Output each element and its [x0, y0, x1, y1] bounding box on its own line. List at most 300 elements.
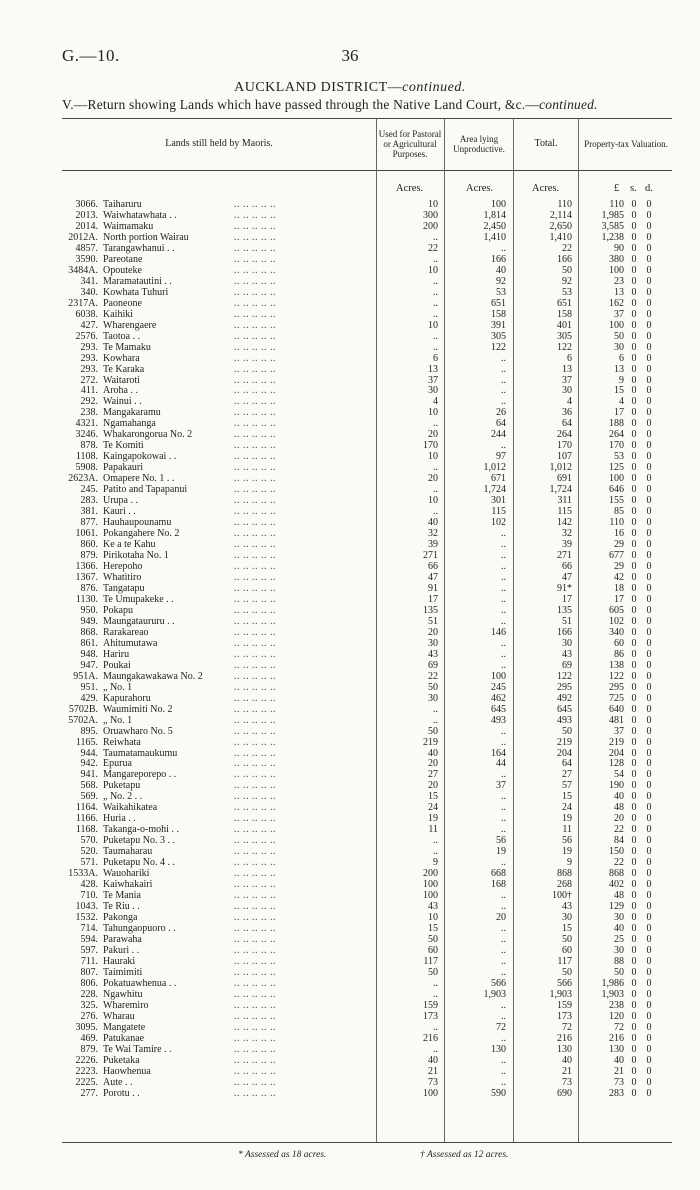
leader-dots: .. .. .. .. .. [234, 495, 276, 507]
valuation-pounds: 85 [614, 506, 624, 518]
valuation-pounds: 1,986 [601, 977, 624, 989]
leader-dots: .. .. .. .. .. [234, 703, 276, 715]
pastoral-acres: 91 [428, 582, 438, 594]
total-acres: 295 [557, 681, 572, 693]
leader-dots: .. .. .. .. .. [234, 253, 276, 265]
total-acres: 15 [562, 791, 572, 803]
valuation-shillings: 0 [631, 890, 637, 902]
pastoral-acres: 69 [428, 659, 438, 671]
valuation-shillings: 0 [631, 319, 637, 331]
unproductive-acres: 1,724 [483, 484, 506, 496]
land-name: Puketapu No. 3 . . [103, 835, 175, 847]
valuation-shillings: 0 [631, 396, 637, 408]
valuation-pounds: 1,238 [601, 231, 624, 243]
leader-dots: .. .. .. .. .. [234, 220, 276, 232]
table-row [0, 396, 700, 407]
valuation-pounds: 13 [614, 286, 624, 298]
valuation-shillings: 0 [631, 615, 637, 627]
total-acres: 19 [562, 813, 572, 825]
unproductive-acres: .. [501, 901, 506, 913]
total-acres: 1,012 [549, 462, 572, 474]
unproductive-acres: .. [501, 1076, 506, 1088]
valuation-shillings: 0 [631, 330, 637, 342]
page-number: 36 [341, 46, 359, 65]
pastoral-acres: .. [433, 846, 438, 858]
unproductive-acres: 671 [491, 473, 506, 485]
valuation-pence: 0 [646, 824, 652, 836]
valuation-pence: 0 [646, 550, 652, 562]
pastoral-acres: 216 [423, 1032, 438, 1044]
return-title-suffix: continued. [539, 97, 598, 112]
valuation-pounds: 138 [609, 659, 624, 671]
land-name: Waimamaku [103, 220, 154, 232]
table-row [0, 473, 700, 484]
valuation-shillings: 0 [631, 670, 637, 682]
land-number: 714. [80, 923, 98, 935]
unproductive-acres: .. [501, 571, 506, 583]
valuation-pence: 0 [646, 440, 652, 452]
total-acres: 72 [562, 1021, 572, 1033]
land-name: Te Mania [103, 890, 141, 902]
total-acres: 22 [562, 242, 572, 254]
land-name: Waumimiti No. 2 [103, 703, 173, 715]
valuation-pounds: 72 [614, 1021, 624, 1033]
land-name: Ngamahanga [103, 418, 156, 430]
pastoral-acres: 51 [428, 615, 438, 627]
leader-dots: .. .. .. .. .. [234, 725, 276, 737]
table-row [0, 890, 700, 901]
pastoral-acres: 4 [433, 396, 438, 408]
pastoral-acres: 32 [428, 528, 438, 540]
land-name: Maungakawakawa No. 2 [103, 670, 203, 682]
pastoral-acres: 15 [428, 791, 438, 803]
leader-dots: .. .. .. .. .. [234, 977, 276, 989]
valuation-shillings: 0 [631, 451, 637, 463]
land-name: Ke a te Kahu [103, 539, 156, 551]
land-name: North portion Wairau [103, 231, 189, 243]
valuation-pence: 0 [646, 890, 652, 902]
valuation-pence: 0 [646, 220, 652, 232]
unit-pound: £ [614, 183, 620, 194]
total-acres: 868 [557, 868, 572, 880]
leader-dots: .. .. .. .. .. [234, 758, 276, 770]
land-name: Kapurahoru [103, 692, 151, 704]
total-acres: 32 [562, 528, 572, 540]
total-acres: 53 [562, 286, 572, 298]
unproductive-acres: .. [501, 955, 506, 967]
land-number: 879. [80, 1043, 98, 1055]
land-number: 878. [80, 440, 98, 452]
table-row [0, 671, 700, 682]
valuation-pounds: 868 [609, 868, 624, 880]
valuation-pence: 0 [646, 429, 652, 441]
unit-total: Acres. [532, 183, 560, 194]
table-row [0, 802, 700, 813]
valuation-pence: 0 [646, 670, 652, 682]
table-row [0, 243, 700, 254]
pastoral-acres: 20 [428, 473, 438, 485]
table-row [0, 868, 700, 879]
land-number: 571. [80, 857, 98, 869]
table-row [0, 989, 700, 1000]
unproductive-acres: .. [501, 1032, 506, 1044]
land-name: Reiwhata [103, 736, 141, 748]
return-title-text: V.—Return showing Lands which have passed through the Native Land Court, &c.— [62, 97, 540, 112]
valuation-pence: 0 [646, 681, 652, 693]
valuation-shillings: 0 [631, 462, 637, 474]
valuation-pence: 0 [646, 857, 652, 869]
land-number: 340. [80, 286, 98, 298]
land-number: 944. [80, 747, 98, 759]
land-number: 568. [80, 780, 98, 792]
land-number: 520. [80, 846, 98, 858]
pastoral-acres: 135 [423, 604, 438, 616]
leader-dots: .. .. .. .. .. [234, 813, 276, 825]
unproductive-acres: .. [501, 582, 506, 594]
land-number: 2223. [75, 1065, 98, 1077]
valuation-shillings: 0 [631, 264, 637, 276]
total-acres: 21 [562, 1065, 572, 1077]
unproductive-acres: .. [501, 791, 506, 803]
total-acres: 66 [562, 561, 572, 572]
pastoral-acres: 19 [428, 813, 438, 825]
pastoral-acres: 30 [428, 637, 438, 649]
valuation-shillings: 0 [631, 1076, 637, 1088]
table-row [0, 298, 700, 309]
pastoral-acres: 50 [428, 933, 438, 945]
valuation-pence: 0 [646, 396, 652, 408]
unproductive-acres: 20 [496, 912, 506, 924]
column-header-pastoral: Used for Pastoral or Agricultural Purposes. [378, 129, 442, 159]
land-number: 228. [80, 988, 98, 1000]
pastoral-acres: 100 [423, 1087, 438, 1099]
valuation-pence: 0 [646, 846, 652, 858]
table-row [0, 309, 700, 320]
total-acres: 691 [557, 473, 572, 485]
pastoral-acres: 10 [428, 199, 438, 210]
valuation-pence: 0 [646, 297, 652, 309]
unproductive-acres: 1,012 [483, 462, 506, 474]
land-number: 876. [80, 582, 98, 594]
pastoral-acres: 6 [433, 352, 438, 364]
unproductive-acres: 462 [491, 692, 506, 704]
valuation-pounds: 640 [609, 703, 624, 715]
leader-dots: .. .. .. .. .. [234, 692, 276, 704]
table-row [0, 364, 700, 375]
pastoral-acres: .. [433, 341, 438, 353]
land-number: 4857. [75, 242, 98, 254]
land-number: 381. [80, 506, 98, 518]
valuation-pence: 0 [646, 944, 652, 956]
unproductive-acres: .. [501, 999, 506, 1011]
valuation-shillings: 0 [631, 637, 637, 649]
valuation-shillings: 0 [631, 648, 637, 660]
leader-dots: .. .. .. .. .. [234, 539, 276, 551]
total-acres: 173 [557, 1010, 572, 1022]
land-name: Wharemiro [103, 999, 149, 1011]
total-acres: 24 [562, 802, 572, 814]
leader-dots: .. .. .. .. .. [234, 1065, 276, 1077]
valuation-pounds: 30 [614, 341, 624, 353]
total-acres: 1,903 [549, 988, 572, 1000]
table-row [0, 758, 700, 769]
land-number: 806. [80, 977, 98, 989]
unproductive-acres: 92 [496, 275, 506, 287]
pastoral-acres: 20 [428, 780, 438, 792]
unproductive-acres: 391 [491, 319, 506, 331]
land-name: Wainui . . [103, 396, 142, 408]
unproductive-acres: 566 [491, 977, 506, 989]
valuation-pence: 0 [646, 747, 652, 759]
return-title [62, 97, 598, 113]
valuation-shillings: 0 [631, 725, 637, 737]
land-number: 868. [80, 626, 98, 638]
valuation-pounds: 73 [614, 1076, 624, 1088]
table-row [0, 813, 700, 824]
unproductive-acres: 102 [491, 517, 506, 529]
leader-dots: .. .. .. .. .. [234, 791, 276, 803]
table-row [0, 693, 700, 704]
valuation-pence: 0 [646, 999, 652, 1011]
leader-dots: .. .. .. .. .. [234, 506, 276, 518]
table-row [0, 879, 700, 890]
pastoral-acres: 200 [423, 868, 438, 880]
total-acres: 492 [557, 692, 572, 704]
leader-dots: .. .. .. .. .. [234, 659, 276, 671]
valuation-shillings: 0 [631, 484, 637, 496]
land-number: 1532. [75, 912, 98, 924]
valuation-pounds: 37 [614, 308, 624, 320]
land-name: Tarangawhanui . . [103, 242, 175, 254]
land-name: Patito and Tapapanui [103, 484, 188, 496]
valuation-pounds: 725 [609, 692, 624, 704]
valuation-shillings: 0 [631, 736, 637, 748]
valuation-pence: 0 [646, 901, 652, 913]
pastoral-acres: 40 [428, 747, 438, 759]
valuation-shillings: 0 [631, 1032, 637, 1044]
valuation-shillings: 0 [631, 901, 637, 913]
valuation-pence: 0 [646, 725, 652, 737]
valuation-shillings: 0 [631, 988, 637, 1000]
table-row [0, 923, 700, 934]
unproductive-acres: 2,450 [483, 220, 506, 232]
unproductive-acres: .. [501, 374, 506, 386]
valuation-pence: 0 [646, 484, 652, 496]
leader-dots: .. .. .. .. .. [234, 626, 276, 638]
land-number: 238. [80, 407, 98, 419]
valuation-pounds: 22 [614, 857, 624, 869]
leader-dots: .. .. .. .. .. [234, 484, 276, 496]
valuation-shillings: 0 [631, 550, 637, 562]
valuation-pounds: 30 [614, 944, 624, 956]
leader-dots: .. .. .. .. .. [234, 286, 276, 298]
land-number: 411. [80, 385, 98, 397]
leader-dots: .. .. .. .. .. [234, 1087, 276, 1099]
valuation-pounds: 18 [614, 582, 624, 594]
valuation-pounds: 50 [614, 330, 624, 342]
valuation-shillings: 0 [631, 955, 637, 967]
column-header-unproductive: Area lying Unproductive. [453, 134, 505, 154]
leader-dots: .. .. .. .. .. [234, 966, 276, 978]
valuation-pounds: 3,585 [601, 220, 624, 232]
unit-shilling: s. [630, 183, 637, 194]
valuation-pounds: 84 [614, 835, 624, 847]
total-acres: 30 [562, 637, 572, 649]
land-number: 292. [80, 396, 98, 408]
valuation-pence: 0 [646, 231, 652, 243]
total-acres: 142 [557, 517, 572, 529]
valuation-pence: 0 [646, 923, 652, 935]
valuation-pounds: 23 [614, 275, 624, 287]
land-number: 5702A. [68, 714, 98, 726]
pastoral-acres: .. [433, 703, 438, 715]
valuation-pence: 0 [646, 275, 652, 287]
table-row [0, 769, 700, 780]
total-acres: 27 [562, 769, 572, 781]
land-number: 5702B. [68, 703, 98, 715]
land-number: 2225. [75, 1076, 98, 1088]
unproductive-acres: .. [501, 857, 506, 869]
table-row [0, 451, 700, 462]
land-name: Mangareporepo . . [103, 769, 177, 781]
valuation-shillings: 0 [631, 253, 637, 265]
valuation-shillings: 0 [631, 659, 637, 671]
valuation-pounds: 9 [619, 374, 624, 386]
table-row [0, 791, 700, 802]
valuation-pounds: 219 [609, 736, 624, 748]
unproductive-acres: .. [501, 890, 506, 902]
total-acres: 401 [557, 319, 572, 331]
table-row [0, 287, 700, 298]
pastoral-acres: 10 [428, 495, 438, 507]
total-acres: 19 [562, 846, 572, 858]
table-row [0, 583, 700, 594]
valuation-shillings: 0 [631, 209, 637, 221]
table-row [0, 660, 700, 671]
valuation-pounds: 6 [619, 352, 624, 364]
land-number: 3484A. [68, 264, 98, 276]
land-number: 5908. [75, 462, 98, 474]
land-number: 1043. [75, 901, 98, 913]
leader-dots: .. .. .. .. .. [234, 670, 276, 682]
valuation-pounds: 481 [609, 714, 624, 726]
valuation-pounds: 29 [614, 561, 624, 572]
table-row [0, 572, 700, 583]
valuation-shillings: 0 [631, 703, 637, 715]
land-number: 1108. [75, 451, 98, 463]
land-number: 951A. [73, 670, 98, 682]
unproductive-acres: 64 [496, 418, 506, 430]
pastoral-acres: 173 [423, 1010, 438, 1022]
column-header-lands: Lands still held by Maoris. [165, 138, 273, 149]
valuation-shillings: 0 [631, 473, 637, 485]
total-acres: 216 [557, 1032, 572, 1044]
leader-dots: .. .. .. .. .. [234, 769, 276, 781]
pastoral-acres: 40 [428, 517, 438, 529]
valuation-pounds: 155 [609, 495, 624, 507]
pastoral-acres: 43 [428, 648, 438, 660]
valuation-pounds: 129 [609, 901, 624, 913]
land-name: Puketaka [103, 1054, 140, 1066]
total-acres: 50 [562, 264, 572, 276]
valuation-pounds: 22 [614, 824, 624, 836]
pastoral-acres: 200 [423, 220, 438, 232]
leader-dots: .. .. .. .. .. [234, 1032, 276, 1044]
unproductive-acres: 130 [491, 1043, 506, 1055]
leader-dots: .. .. .. .. .. [234, 955, 276, 967]
total-acres: 566 [557, 977, 572, 989]
pastoral-acres: 219 [423, 736, 438, 748]
leader-dots: .. .. .. .. .. [234, 802, 276, 814]
valuation-pounds: 204 [609, 747, 624, 759]
total-acres: 159 [557, 999, 572, 1011]
pastoral-acres: 50 [428, 725, 438, 737]
pastoral-acres: 50 [428, 681, 438, 693]
leader-dots: .. .. .. .. .. [234, 352, 276, 364]
leader-dots: .. .. .. .. .. [234, 418, 276, 430]
unproductive-acres: 245 [491, 681, 506, 693]
unproductive-acres: 168 [491, 879, 506, 891]
leader-dots: .. .. .. .. .. [234, 835, 276, 847]
land-name: Whakarongorua No. 2 [103, 429, 193, 441]
leader-dots: .. .. .. .. .. [234, 385, 276, 397]
table-row [0, 550, 700, 561]
valuation-pounds: 88 [614, 955, 624, 967]
table-row [0, 375, 700, 386]
valuation-pounds: 86 [614, 648, 624, 660]
total-acres: 158 [557, 308, 572, 320]
total-acres: 30 [562, 385, 572, 397]
valuation-pounds: 110 [609, 199, 624, 210]
pastoral-acres: 170 [423, 440, 438, 452]
table-header-rule [62, 170, 672, 171]
total-acres: 493 [557, 714, 572, 726]
valuation-shillings: 0 [631, 385, 637, 397]
valuation-shillings: 0 [631, 769, 637, 781]
valuation-pence: 0 [646, 539, 652, 551]
leader-dots: .. .. .. .. .. [234, 264, 276, 276]
table-row [0, 912, 700, 923]
unproductive-acres: 97 [496, 451, 506, 463]
leader-dots: .. .. .. .. .. [234, 1043, 276, 1055]
pastoral-acres: .. [433, 714, 438, 726]
table-row [0, 1011, 700, 1022]
valuation-pounds: 646 [609, 484, 624, 496]
footnote-dagger: † Assessed as 12 acres. [420, 1150, 509, 1160]
unproductive-acres: .. [501, 1010, 506, 1022]
pastoral-acres: 37 [428, 374, 438, 386]
land-name: Te Komiti [103, 440, 144, 452]
unproductive-acres: 164 [491, 747, 506, 759]
land-number: 1130. [75, 593, 98, 605]
land-number: 276. [80, 1010, 98, 1022]
land-number: 597. [80, 944, 98, 956]
leader-dots: .. .. .. .. .. [234, 714, 276, 726]
leader-dots: .. .. .. .. .. [234, 593, 276, 605]
land-name: Mangatete [103, 1021, 146, 1033]
valuation-pounds: 340 [609, 626, 624, 638]
land-number: 860. [80, 539, 98, 551]
pastoral-acres: .. [433, 462, 438, 474]
valuation-shillings: 0 [631, 999, 637, 1011]
land-name: Aroha . . [103, 385, 138, 397]
pastoral-acres: 30 [428, 385, 438, 397]
table-row [0, 199, 700, 210]
valuation-pounds: 16 [614, 528, 624, 540]
table-row [0, 682, 700, 693]
district-title-text: AUCKLAND DISTRICT— [234, 80, 403, 95]
leader-dots: .. .. .. .. .. [234, 868, 276, 880]
